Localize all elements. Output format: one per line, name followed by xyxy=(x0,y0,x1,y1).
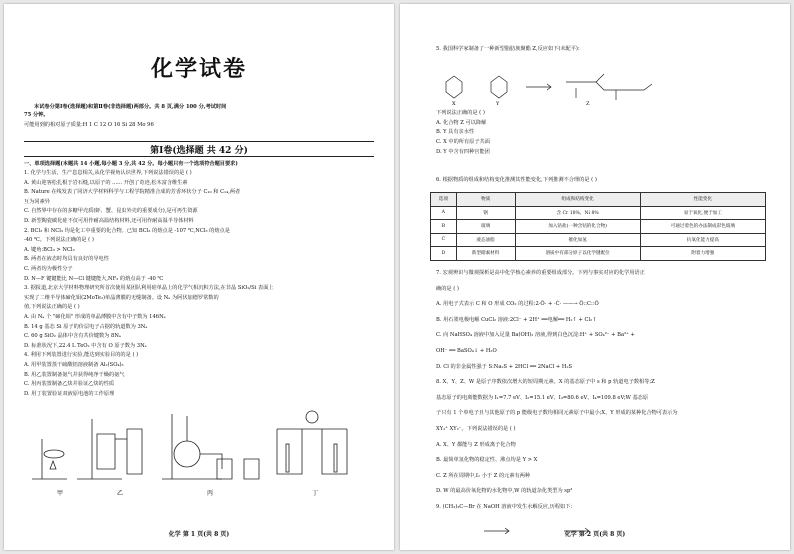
question-line: A. 键角:BCl₃ > NCl₃ xyxy=(24,246,75,253)
question-line: 5. 我国科学家制备了一种新型脂肪族聚酯 Z,反应如下(未配平): xyxy=(436,46,580,52)
question-line: 确的是 ( ) xyxy=(436,285,459,292)
question-line: C. 60 g SiO₂ 晶体中含有共价键数为 8Nₐ xyxy=(24,333,121,340)
table-cell: 可通过着色的办法制成彩色玻璃 xyxy=(640,220,765,234)
question-line: A. 由 Nₐ 个 "碲化钼" 形成的单晶薄膜中含有中子数为 146Nₐ xyxy=(24,314,166,320)
table-body xyxy=(431,206,766,260)
table-row xyxy=(431,220,766,234)
question-line: OH⁻ ══ BaSO₄↓ + H₂O xyxy=(436,348,497,354)
table-cell: 液态油脂 xyxy=(456,233,515,247)
table-cell: 加入钴盐(一种含钴的化合物) xyxy=(515,220,640,234)
question-line: 3. 据报道,北京大学材料物理研究所首次使用某团队利用硅单晶上的化学气相沉积方法,在非晶 SiO₂/Si 表面上 xyxy=(24,285,274,292)
question-line: A. 化合物 Z 可以降解 xyxy=(436,120,487,126)
question-line: -40 ℃。下列说法正确的是 ( ) xyxy=(24,237,94,244)
scheme-label-z: Z xyxy=(586,101,590,106)
table-cell: 玻璃 xyxy=(456,220,515,234)
apparatus-label-d: 丁 xyxy=(312,490,319,497)
question-line: A. 黄山迎客松扎根于岩石缝,以原子的 ...... 开创了奇迹,松木富含维生素 xyxy=(24,179,188,186)
table-cell: B xyxy=(431,220,457,234)
table-header-cell: 物质 xyxy=(456,193,515,207)
question-line: B. Y 具有亲水性 xyxy=(436,129,475,135)
table-cell: 易于氧化,便于加工 xyxy=(640,206,765,220)
question-line: 6. 根据物质的组成和结构变化推测其性能变化,下列推测不合理的是 ( ) xyxy=(436,177,597,183)
scheme-label-y: Y xyxy=(496,101,500,106)
atomic-mass-line: 可能用到的相对原子质量:H 1 C 12 O 16 Si 28 Mo 96 xyxy=(24,122,154,128)
question-line: 值,下列说法正确的是 ( ) xyxy=(24,304,80,311)
question-line: 9. (CH₃)₃C—Br 在 NaOH 溶液中发生水解反应,历程如下: xyxy=(436,504,573,510)
table-cell: D xyxy=(431,247,457,261)
question-line: 4. 利用下列装置进行实验,能达到实验目的的是 ( ) xyxy=(24,352,139,359)
properties-table xyxy=(430,192,766,261)
question-line: B. 用石墨电极电解 CuCl₂ 溶液:2Cl⁻ + 2H⁺ ══电解══ H₂↑ + Cl₂↑ xyxy=(436,316,597,323)
question-line: 基态原子的电离能数据为 I₁=7.7 eV、I₂=15.1 eV、I₃=80.6 eV、I₄=109.8 eV;W 基态原 xyxy=(436,394,649,401)
section-title: 第Ⅰ卷(选择题 共 42 分) xyxy=(150,146,248,156)
table-header-row xyxy=(431,193,766,207)
page-2 xyxy=(400,4,790,550)
divider xyxy=(24,156,374,157)
table-cell: 钢 xyxy=(456,206,515,220)
table-row xyxy=(431,233,766,247)
page-1 xyxy=(4,4,394,550)
page-footer: 化学 第 2 页(共 8 页) xyxy=(564,531,626,538)
question-line: C. X 中的所有原子共面 xyxy=(436,139,490,145)
question-line: 1. 化学与生活、生产息息相关,从化学视角认识世界,下列说法错误的是 ( ) xyxy=(24,170,192,176)
question-line: C. 自然界中存在的多糖甲壳质(虾、蟹、昆虫外壳的重要成分),是可再生资源 xyxy=(24,208,198,215)
table-cell: 溶质中有部分原子以化学键配位 xyxy=(515,247,640,261)
table-cell: 含 Cr 18%、Ni 8% xyxy=(515,206,640,220)
reaction-scheme xyxy=(436,62,736,106)
question-line: C. Z 所在周期中,I₁ 小于 Z 的元素有两种 xyxy=(436,472,531,479)
question-line: D. 新型陶瓷碳化硅不仅可用作耐高温结构材料,还可用作耐高温半导体材料 xyxy=(24,218,194,224)
question-line: A. 用电子式表示 C 和 O 形成 CO₂ 的过程:2·Ö· + ·Ċ· ——→ Ö::C::Ö xyxy=(436,301,599,308)
divider xyxy=(24,141,374,142)
question-line: B. 用乙装置制备氨气并获得纯净干燥的氨气 xyxy=(24,371,125,378)
question-line: B. 最简单氢化物的稳定性、沸点均是 Y > X xyxy=(436,457,538,464)
question-line: A. X、Y 都能与 Z 形成离子化合物 xyxy=(436,441,516,448)
question-line: D. N—F 键键能比 N—Cl 键键能大,NF₃ 的熔点高于 -40 ℃ xyxy=(24,275,164,282)
table-cell: 新型储素材料 xyxy=(456,247,515,261)
question-line: 实现了二维半导体碲化钼(2MoTe₂)单晶薄膜的无缝制备。设 Nₐ 为阿伏加德罗常数的 xyxy=(24,294,219,301)
intro-line-2: 75 分钟。 xyxy=(24,112,49,118)
apparatus-label-b: 乙 xyxy=(117,490,124,497)
question-line: 8. X、Y、Z、W 是原子序数依次增大的短周期元素。X 的基态原子中 s 和 p 轨道电子数相等;Z xyxy=(436,379,655,386)
question-line: D. 用丁装置验证双液原电池的工作原理 xyxy=(24,390,115,397)
scheme-label-x: X xyxy=(452,101,456,106)
question-line: D. Y 中含有四种官能团 xyxy=(436,149,490,155)
apparatus-figure xyxy=(22,399,378,499)
table-row xyxy=(431,247,766,261)
table-header-cell: 选项 xyxy=(431,193,457,207)
question-line: 7. 宏观辨识与微观探析是高中化学核心素养的重要组成部分。下列与事实对应的化学用语正 xyxy=(436,270,645,276)
question-line: 子只有 1 个单电子且与其他原子的 p 能级电子数均相同元素原子中最小;X、Y 形成的某种化合物可表示为 xyxy=(436,410,678,417)
page-footer: 化学 第 1 页(共 8 页) xyxy=(168,531,230,538)
table-header-cell: 组成和结构变化 xyxy=(515,193,640,207)
intro-line-1: 本试卷分第Ⅰ卷(选择题)和第Ⅱ卷(非选择题)两部分。共 8 页,满分 100 分,考试时间 xyxy=(34,104,227,110)
table-cell: 附着力增强 xyxy=(640,247,765,261)
exam-title: 化学试卷 xyxy=(150,57,247,82)
question-line: B. 两者在液态时均具有良好的导电性 xyxy=(24,256,109,263)
question-line: C. 用丙装置制备乙炔并验证乙炔的性质 xyxy=(24,381,115,388)
question-line: 下列说法正确的是 ( ) xyxy=(436,110,485,116)
question-line: D. Cl 的非金属性强于 S:Na₂S + 2HCl ══ 2NaCl + H₂S xyxy=(436,363,573,370)
question-line: D. W 的最高价氧化物的水化物中,W 的轨道杂化类型为 sp³ xyxy=(436,488,573,495)
question-line: D. 标准状况下,22.4 L TeO₂ 中含有 O 原子数为 3Nₐ xyxy=(24,342,147,349)
question-line: C. 向 NaHSO₄ 溶液中加入足量 Ba(OH)₂ 溶液,得到白色沉淀:H⁺ + SO₄²⁻ + Ba²⁺ + xyxy=(436,332,635,339)
question-line: B. 14 g 基态 Si 原子的价层电子占据的轨道数为 3Nₐ xyxy=(24,323,148,330)
question-line: 2. BCl₃ 和 NCl₃ 均是化工中重要的化合物。已知 BCl₃ 的熔点是 -107 ℃,NCl₃ 的熔点是 xyxy=(24,227,230,234)
question-line: XY₂⁺ XY₂⁻。下列说法错误的是 ( ) xyxy=(436,426,516,432)
table-row xyxy=(431,206,766,220)
apparatus-label-a: 甲 xyxy=(57,490,64,497)
table-cell: C xyxy=(431,233,457,247)
question-line: 互为同素异 xyxy=(24,198,50,205)
table-cell: 催化加氢 xyxy=(515,233,640,247)
table-header-cell: 性能变化 xyxy=(640,193,765,207)
question-line: C. 两者均为极性分子 xyxy=(24,266,73,272)
apparatus-label-c: 丙 xyxy=(207,490,214,497)
question-line: A. 用甲装置蒸干硫酸铝溶液制备 Al₂(SO₄)₃ xyxy=(24,362,124,368)
section-instruction: 一、单项选择题(本题共 14 小题,每小题 3 分,共 42 分。每小题只有一个选项符合题目要求) xyxy=(24,161,238,167)
question-line: B. Nature 在线发表了同济大学材料科学与工程学院精准合成的芳香环状分子 C₁₀ 和 C₁₄,两者 xyxy=(24,189,241,196)
table-cell: 抗氧化能力提高 xyxy=(640,233,765,247)
table-cell: A xyxy=(431,206,457,220)
